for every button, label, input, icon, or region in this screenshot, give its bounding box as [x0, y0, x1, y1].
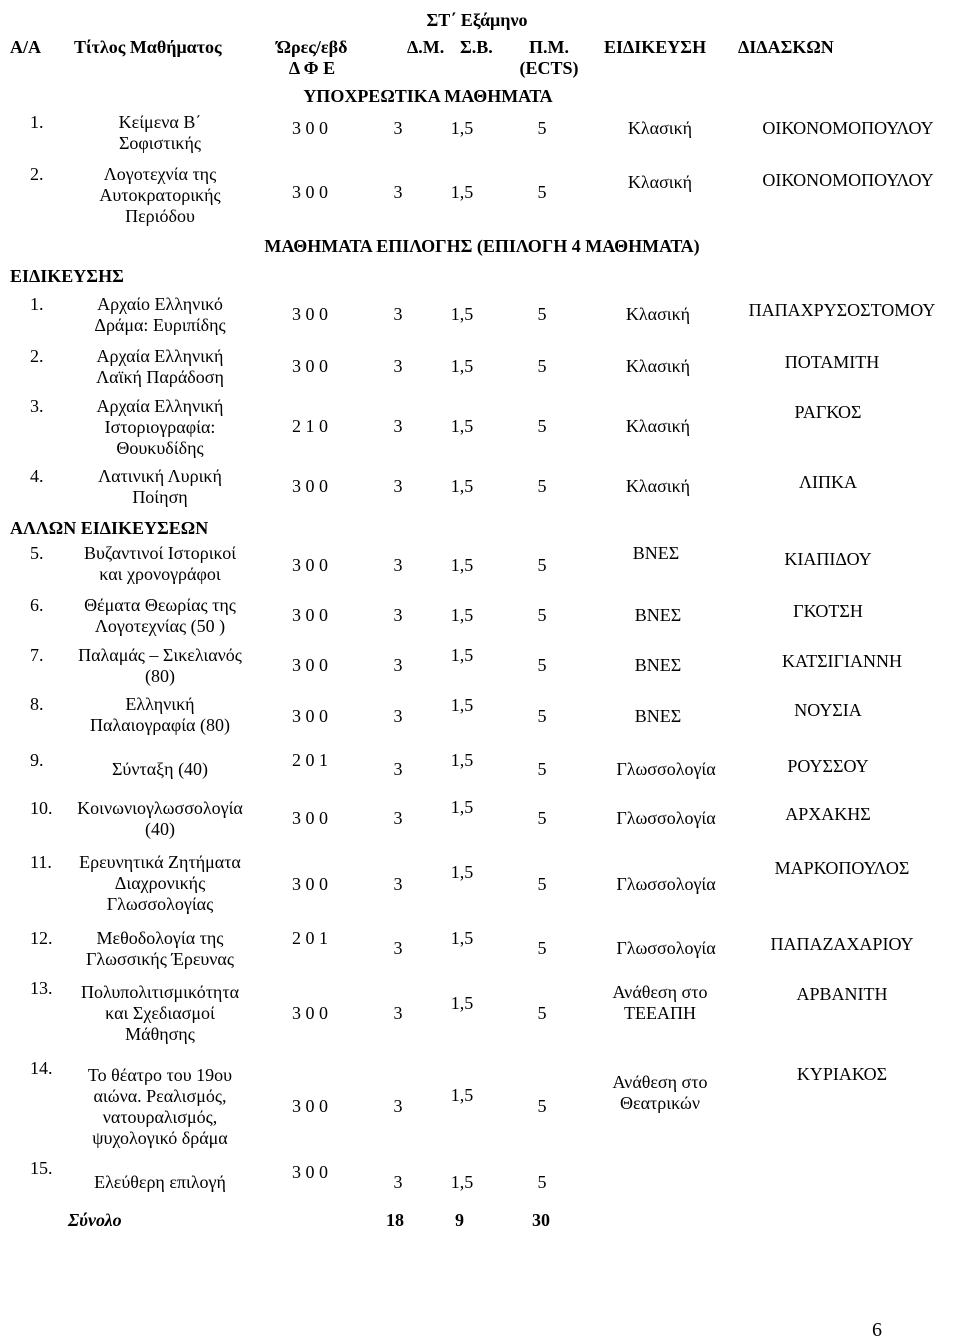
ects-value: 5: [537, 304, 547, 324]
row-number: 2.: [30, 164, 44, 184]
hours-dfe: 3 0 0: [292, 655, 328, 675]
total-dm: 18: [386, 1210, 404, 1230]
dm-value: 3: [393, 118, 403, 138]
sv-value: 1,5: [450, 605, 474, 625]
dm-value: 3: [393, 706, 403, 726]
specialty: ΒΝΕΣ: [634, 605, 682, 625]
total-sv: 9: [455, 1210, 464, 1230]
ects-value: 5: [537, 706, 547, 726]
sv-value: 1,5: [450, 182, 474, 202]
course-title: Αρχαίο Ελληνικό Δράμα: Ευριπίδης: [94, 294, 226, 335]
row-number: 3.: [30, 396, 44, 416]
specialty: Κλασική: [625, 476, 691, 496]
sv-value: 1,5: [450, 476, 474, 496]
teacher: ΛΙΠΚΑ: [798, 472, 858, 492]
row-number: 1.: [30, 112, 44, 132]
teacher: ΡΟΥΣΣΟΥ: [787, 756, 869, 776]
course-title: Αρχαία Ελληνική Ιστοριογραφία: Θουκυδίδης: [96, 396, 224, 458]
ects-value: 5: [537, 1096, 547, 1116]
row-number: 1.: [30, 294, 44, 314]
ects-value: 5: [537, 808, 547, 828]
hours-dfe: 3 0 0: [292, 356, 328, 376]
total-pm: 30: [532, 1210, 550, 1230]
dm-value: 3: [393, 476, 403, 496]
hours-dfe: 3 0 0: [292, 1096, 328, 1116]
ects-value: 5: [537, 1003, 547, 1023]
hours-dfe: 3 0 0: [292, 476, 328, 496]
section-specialty: ΕΙΔΙΚΕΥΣΗΣ: [10, 266, 124, 286]
dm-value: 3: [393, 304, 403, 324]
ects-value: 5: [537, 605, 547, 625]
section-electives: ΜΑΘΗΜΑΤΑ ΕΠΙΛΟΓΗΣ (ΕΠΙΛΟΓΗ 4 ΜΑΘΗΜΑΤΑ): [264, 236, 700, 256]
row-number: 4.: [30, 466, 44, 486]
row-number: 12.: [30, 928, 53, 948]
teacher: ΠΑΠΑΖΑΧΑΡΙΟΥ: [770, 934, 914, 954]
teacher: ΚΙΑΠΙΔΟΥ: [784, 549, 872, 569]
hours-dfe: 3 0 0: [292, 1003, 328, 1023]
hours-dfe: 3 0 0: [292, 706, 328, 726]
hours-dfe: 3 0 0: [292, 304, 328, 324]
specialty: ΒΝΕΣ: [632, 543, 680, 563]
sv-value: 1,5: [450, 1172, 474, 1192]
dm-value: 3: [393, 416, 403, 436]
header-hours: Ώρες/εβδ Δ Φ Ε: [276, 37, 348, 78]
header-teachers: ΔΙΔΑΣΚΩΝ: [738, 37, 834, 57]
teacher: ΚΥΡΙΑΚΟΣ: [796, 1064, 888, 1084]
sv-value: 1,5: [450, 862, 474, 882]
dm-value: 3: [393, 1172, 403, 1192]
specialty: ΒΝΕΣ: [634, 655, 682, 675]
header-pm: Π.Μ. (ECTS): [519, 37, 579, 78]
teacher: ΟΙΚΟΝΟΜΟΠΟΥΛΟΥ: [762, 118, 934, 138]
teacher: ΓΚΟΤΣΗ: [793, 601, 863, 621]
dm-value: 3: [393, 605, 403, 625]
teacher: ΚΑΤΣΙΓΙΑΝΝΗ: [782, 651, 902, 671]
sv-value: 1,5: [450, 797, 474, 817]
specialty: Ανάθεση στο Θεατρικών: [612, 1072, 708, 1113]
row-number: 2.: [30, 346, 44, 366]
teacher: ΠΟΤΑΜΙΤΗ: [784, 352, 880, 372]
section-mandatory: ΥΠΟΧΡΕΩΤΙΚΑ ΜΑΘΗΜΑΤΑ: [303, 86, 553, 106]
header-aa: Α/Α: [10, 37, 41, 57]
specialty: Κλασική: [627, 172, 693, 192]
sv-value: 1,5: [450, 1085, 474, 1105]
hours-dfe: 3 0 0: [292, 1162, 328, 1182]
dm-value: 3: [393, 938, 403, 958]
teacher: ΝΟΥΣΙΑ: [794, 700, 862, 720]
teacher: ΡΑΓΚΟΣ: [794, 402, 862, 422]
dm-value: 3: [393, 1096, 403, 1116]
course-title: Βυζαντινοί Ιστορικοί και χρονογράφοι: [83, 543, 237, 584]
ects-value: 5: [537, 476, 547, 496]
row-number: 11.: [30, 852, 52, 872]
specialty: Κλασική: [625, 416, 691, 436]
hours-dfe: 3 0 0: [292, 874, 328, 894]
hours-dfe: 3 0 0: [292, 182, 328, 202]
sv-value: 1,5: [450, 993, 474, 1013]
page-number: 6: [872, 1319, 882, 1341]
hours-dfe: 3 0 0: [292, 808, 328, 828]
row-number: 9.: [30, 750, 44, 770]
dm-value: 3: [393, 555, 403, 575]
row-number: 7.: [30, 645, 44, 665]
dm-value: 3: [393, 808, 403, 828]
sv-value: 1,5: [450, 118, 474, 138]
row-number: 6.: [30, 595, 44, 615]
ects-value: 5: [537, 118, 547, 138]
course-title: Σύνταξη (40): [111, 759, 209, 779]
row-number: 5.: [30, 543, 44, 563]
header-specialty: ΕΙΔΙΚΕΥΣΗ: [604, 37, 707, 57]
row-number: 15.: [30, 1158, 53, 1178]
ects-value: 5: [537, 874, 547, 894]
teacher: ΜΑΡΚΟΠΟΥΛΟΣ: [774, 858, 910, 878]
dm-value: 3: [393, 759, 403, 779]
dm-value: 3: [393, 1003, 403, 1023]
hours-dfe: 2 1 0: [292, 416, 328, 436]
course-title: Λογοτεχνία της Αυτοκρατορικής Περιόδου: [99, 164, 221, 226]
course-title: Πολυπολιτισμικότητα και Σχεδιασμοί Μάθησης: [80, 982, 240, 1044]
dm-value: 3: [393, 356, 403, 376]
specialty: Κλασική: [625, 356, 691, 376]
row-number: 8.: [30, 694, 44, 714]
course-title: Παλαμάς – Σικελιανός (80): [78, 645, 242, 686]
specialty: Γλωσσολογία: [616, 938, 716, 958]
course-title: Θέματα Θεωρίας της Λογοτεχνίας (50 ): [84, 595, 236, 636]
sv-value: 1,5: [450, 416, 474, 436]
specialty: Γλωσσολογία: [616, 874, 716, 894]
specialty: Γλωσσολογία: [616, 808, 716, 828]
ects-value: 5: [537, 356, 547, 376]
course-title: Ελληνική Παλαιογραφία (80): [90, 694, 230, 735]
specialty: Κλασική: [627, 118, 693, 138]
course-title: Το θέατρο του 19ου αιώνα. Ρεαλισμός, νατουραλισμός, ψυχολογικό δράμα: [87, 1065, 233, 1148]
sv-value: 1,5: [450, 356, 474, 376]
specialty: Κλασική: [625, 304, 691, 324]
sv-value: 1,5: [450, 555, 474, 575]
sv-value: 1,5: [450, 645, 474, 665]
ects-value: 5: [537, 759, 547, 779]
sv-value: 1,5: [450, 304, 474, 324]
row-number: 13.: [30, 978, 53, 998]
ects-value: 5: [537, 1172, 547, 1192]
row-number: 10.: [30, 798, 53, 818]
teacher: ΟΙΚΟΝΟΜΟΠΟΥΛΟΥ: [762, 170, 934, 190]
header-sv: Σ.Β.: [460, 37, 493, 57]
specialty: Ανάθεση στο ΤΕΕΑΠΗ: [612, 982, 708, 1023]
ects-value: 5: [537, 938, 547, 958]
section-other-specialties: ΑΛΛΩΝ ΕΙΔΙΚΕΥΣΕΩΝ: [10, 518, 209, 538]
course-title: Κοινωνιογλωσσολογία (40): [77, 798, 243, 839]
row-number: 14.: [30, 1058, 53, 1078]
ects-value: 5: [537, 655, 547, 675]
sv-value: 1,5: [450, 750, 474, 770]
dm-value: 3: [393, 182, 403, 202]
hours-dfe: 3 0 0: [292, 605, 328, 625]
dm-value: 3: [393, 655, 403, 675]
hours-dfe: 3 0 0: [292, 118, 328, 138]
course-title: Ελεύθερη επιλογή: [94, 1172, 226, 1192]
hours-dfe: 2 0 1: [292, 750, 328, 770]
total-label: Σύνολο: [68, 1210, 122, 1230]
teacher: ΠΑΠΑΧΡΥΣΟΣΤΟΜΟΥ: [748, 300, 936, 320]
hours-dfe: 2 0 1: [292, 928, 328, 948]
header-dm: Δ.Μ.: [407, 37, 445, 57]
teacher: ΑΡΧΑΚΗΣ: [785, 804, 871, 824]
dm-value: 3: [393, 874, 403, 894]
sv-value: 1,5: [450, 695, 474, 715]
course-title: Λατινική Λυρική Ποίηση: [98, 466, 222, 507]
sv-value: 1,5: [450, 928, 474, 948]
course-title: Ερευνητικά Ζητήματα Διαχρονικής Γλωσσολογίας: [79, 852, 241, 914]
course-title: Κείμενα Β΄ Σοφιστικής: [118, 112, 202, 153]
course-title: Αρχαία Ελληνική Λαϊκή Παράδοση: [96, 346, 224, 387]
course-title: Μεθοδολογία της Γλωσσικής Έρευνας: [86, 928, 234, 969]
specialty: ΒΝΕΣ: [634, 706, 682, 726]
teacher: ΑΡΒΑΝΙΤΗ: [796, 984, 888, 1004]
hours-dfe: 3 0 0: [292, 555, 328, 575]
semester-title: ΣΤ΄ Εξάμηνο: [426, 10, 528, 30]
ects-value: 5: [537, 182, 547, 202]
specialty: Γλωσσολογία: [616, 759, 716, 779]
ects-value: 5: [537, 555, 547, 575]
header-title: Τίτλος Μαθήματος: [74, 37, 222, 57]
ects-value: 5: [537, 416, 547, 436]
